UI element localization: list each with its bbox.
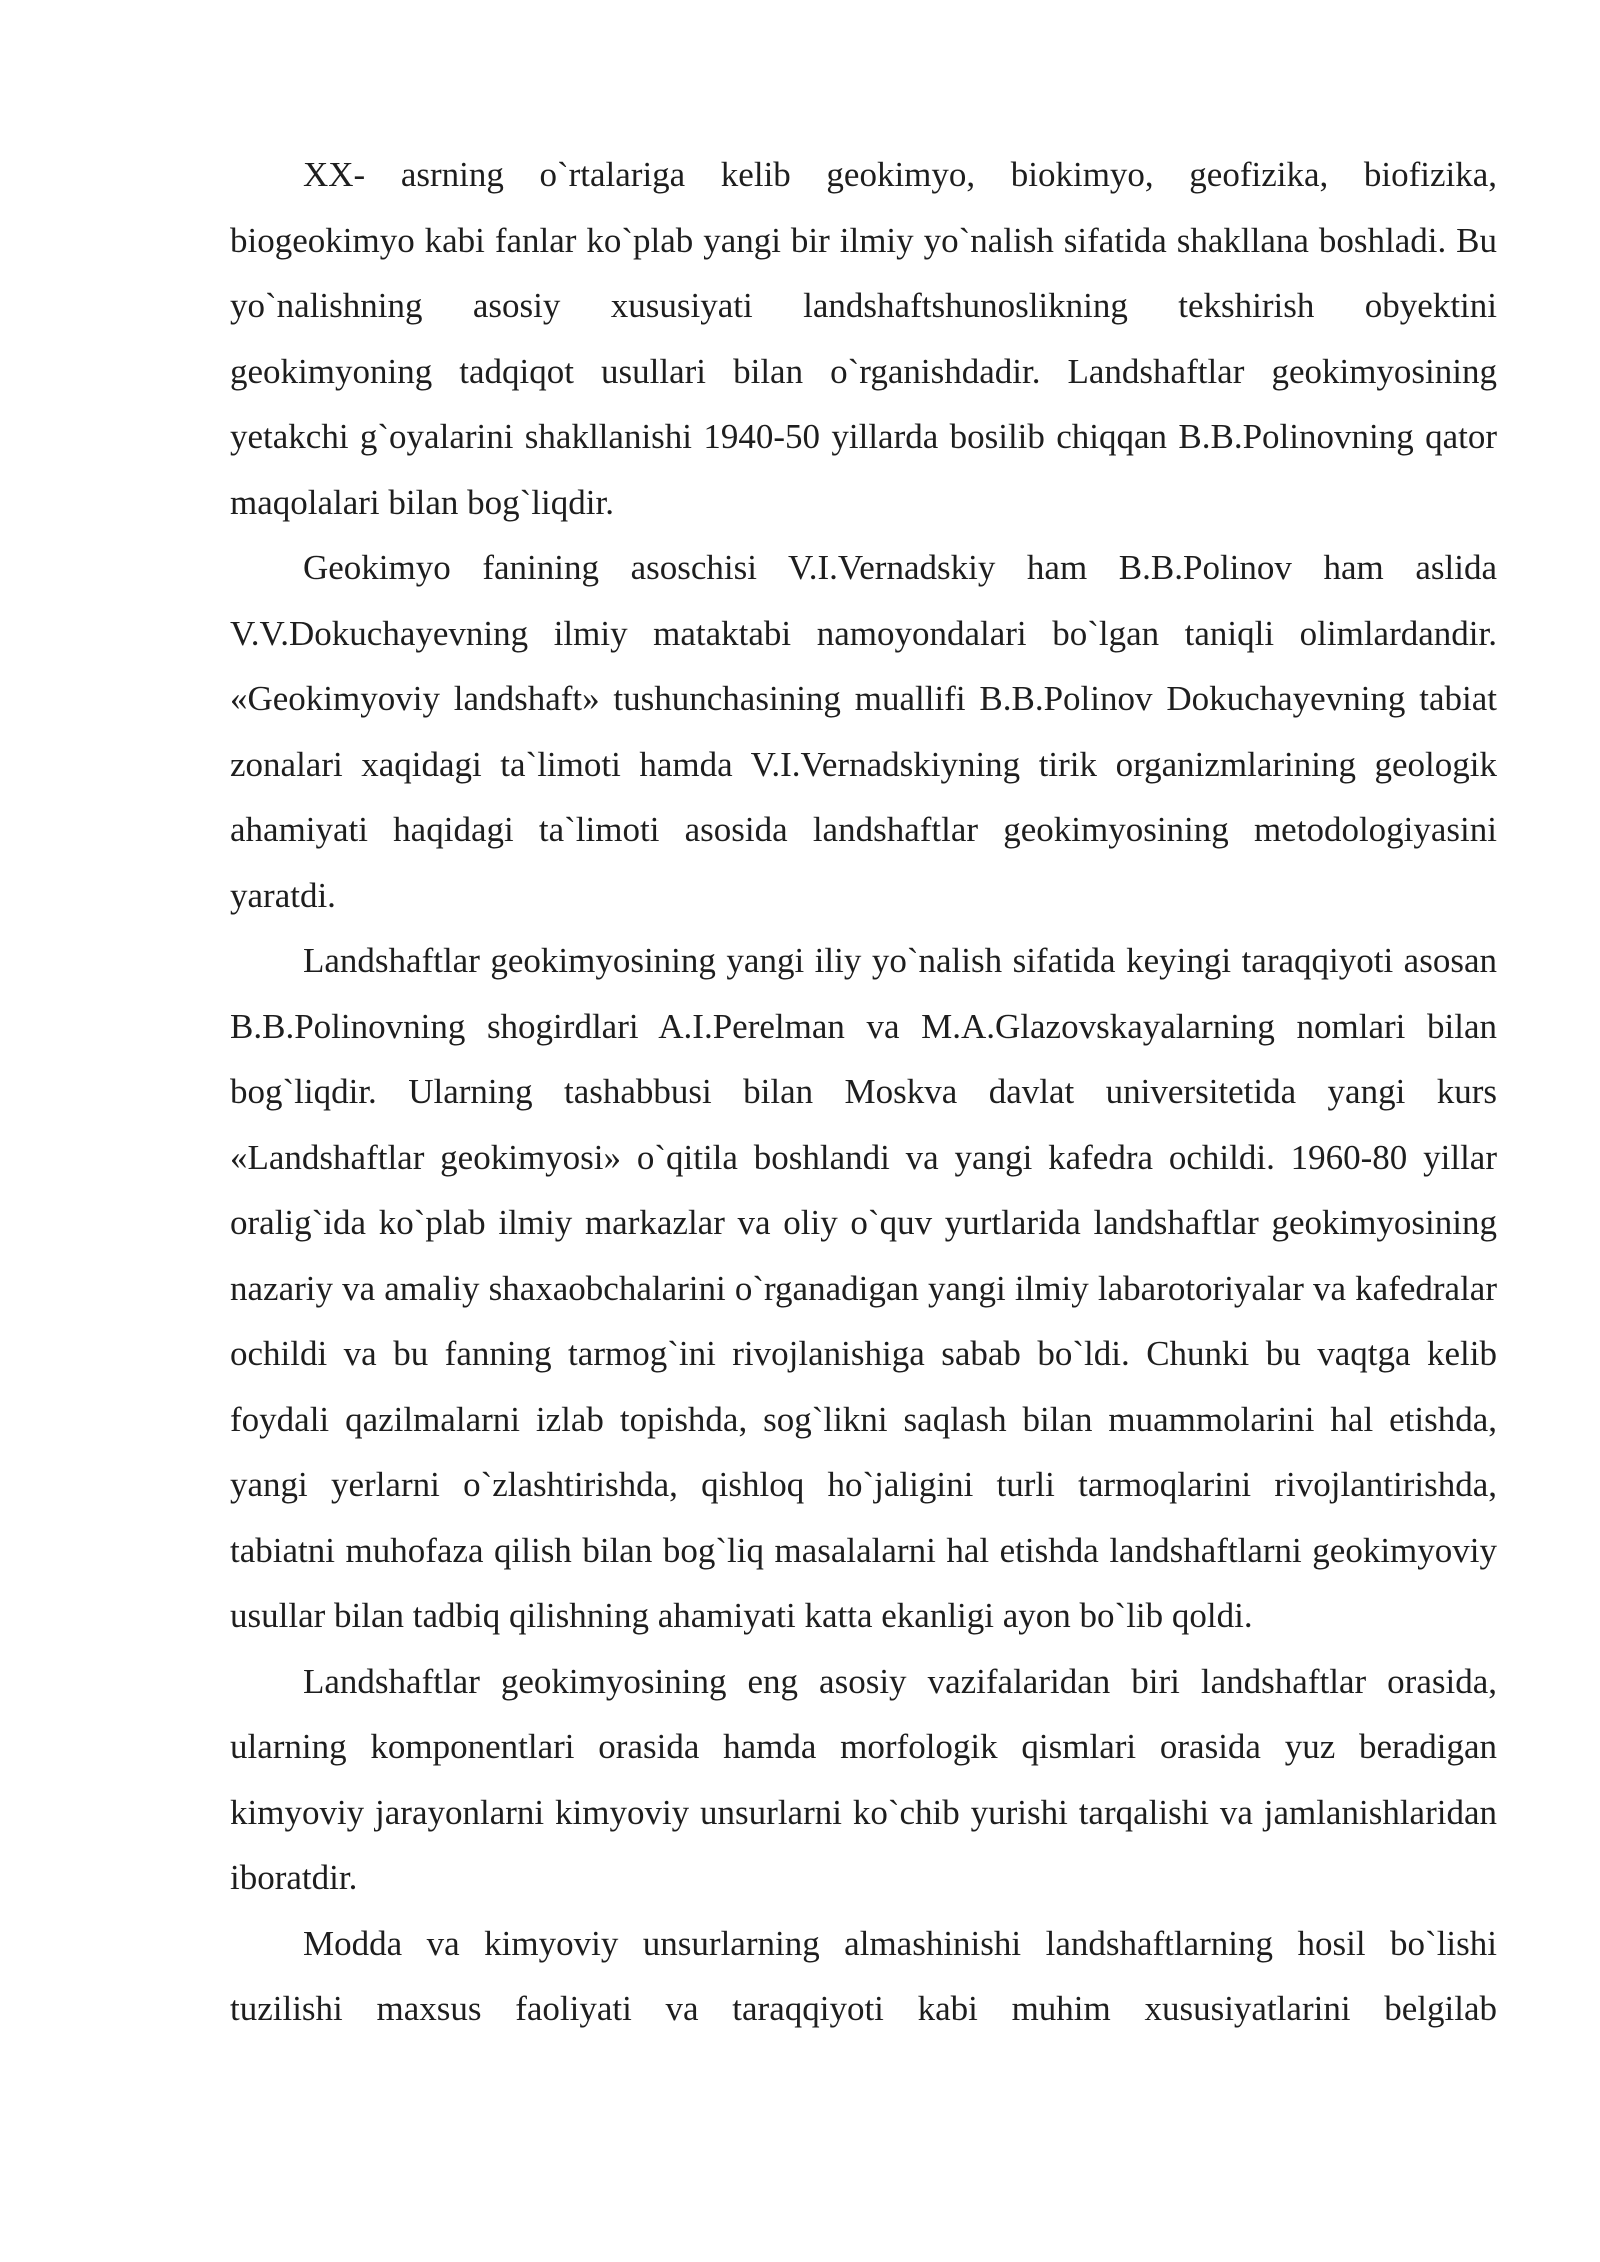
paragraph-3: Landshaftlar geokimyosining yangi iliy yo`nalish sifatida keyingi taraqqiyoti asosan B.B.Polinovning shogirdlari A.I.Perelman va M.A.Glazovskayalarning nomlari bilan bog`liqdir. Ularning tashabbusi bilan Moskva davlat universitetida yangi kurs «Landshaftlar geokimyosi» o`qitila boshlandi va yangi kafedra ochildi. 1960-80 yillar oralig`ida ko`plab ilmiy markazlar va oliy o`quv yurtlarida landshaftlar geokimyosining nazariy va amaliy shaxaobchalarini o`rganadigan yangi ilmiy labarotoriyalar va kafedralar ochildi va bu fanning tarmog`ini rivojlanishiga sabab bo`ldi. Chunki bu vaqtga kelib foydali qazilmalarni izlab topishda, sog`likni saqlash bilan muammolarini hal etishda, yangi yerlarni o`zlashtirishda, qishloq ho`jaligini turli tarmoqlarini rivojlantirishda, tabiatni muhofaza qilish bilan bog`liq masalalarni hal etishda landshaftlarni geokimyoviy usullar bilan tadbiq qilishning ahamiyati katta ekanligi ayon bo`lib qoldi. bbox=[230, 941, 1497, 1635]
paragraph-5: Modda va kimyoviy unsurlarning almashinishi landshaftlarning hosil bo`lishi tuzilishi maxsus faoliyati va taraqqiyoti kabi muhim xususiyatlarini belgilab bbox=[230, 1923, 1497, 2028]
document-page bbox=[230, 142, 1497, 2042]
paragraph-2: Geokimyo fanining asoschisi V.I.Vernadskiy ham B.B.Polinov ham aslida V.V.Dokuchayevning ilmiy mataktabi namoyondalari bo`lgan taniqli olimlardandir. «Geokimyoviy landshaft» tushunchasining muallifi B.B.Polinov Dokuchayevning tabiat zonalari xaqidagi ta`limoti hamda V.I.Vernadskiyning tirik organizmlarining geologik ahamiyati haqidagi ta`limoti asosida landshaftlar geokimyosining metodologiyasini yaratdi. bbox=[230, 548, 1497, 915]
paragraph-1: XX- asrning o`rtalariga kelib geokimyo, biokimyo, geofizika, biofizika, biogeokimyo kabi fanlar ko`plab yangi bir ilmiy yo`nalish sifatida shakllana boshladi. Bu yo`nalishning asosiy xususiyati landshaftshunoslikning tekshirish obyektini geokimyoning tadqiqot usullari bilan o`rganishdadir. Landshaftlar geokimyosining yetakchi g`oyalarini shakllanishi 1940-50 yillarda bosilib chiqqan B.B.Polinovning qator maqolalari bilan bog`liqdir. bbox=[230, 155, 1497, 522]
paragraph-4: Landshaftlar geokimyosining eng asosiy vazifalaridan biri landshaftlar orasida, ularning komponentlari orasida hamda morfologik qismlari orasida yuz beradigan kimyoviy jarayonlarni kimyoviy unsurlarni ko`chib yurishi tarqalishi va jamlanishlaridan iboratdir. bbox=[230, 1661, 1497, 1897]
